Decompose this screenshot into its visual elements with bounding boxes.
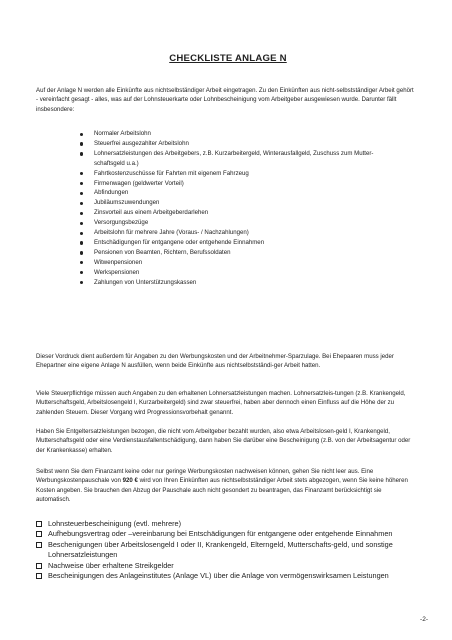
checkbox-icon[interactable] — [36, 531, 42, 537]
list-item: Zahlungen von Unterstützungskassen — [80, 278, 400, 288]
list-item: Pensionen von Beamten, Richtern, Berufssoldaten — [80, 248, 400, 258]
document-checklist — [36, 519, 416, 581]
list-item: Firmenwagen (geldwerter Vorteil) — [80, 179, 400, 189]
list-item: Versorgungsbezüge — [80, 218, 400, 228]
list-item: Werkspensionen — [80, 268, 400, 278]
checklist-item-label: Lohnsteuerbescheinigung (evtl. mehrere) — [48, 519, 182, 528]
checklist-item-label: Nachweise über erhaltene Streikgelder — [48, 560, 174, 570]
checklist-item-label: Beschenigungen über Arbeitslosengeld I oder II, Krankengeld, Elterngeld, Mutterschafts-geld, und sonstige Lohnersatzleistungen — [48, 539, 393, 560]
paragraph-werbungskosten: Dieser Vordruck dient außerdem für Angaben zu den Werbungskosten und der Arbeitnehmer-Sparzulage. Bei Ehepaaren muss jeder Ehepartner eine eigene Anlage N ausfüllen, wenn beide Einkünfte aus nichtselbstständi-ger Arbeit hatten. — [36, 353, 394, 370]
page-number: -2- — [420, 616, 428, 623]
list-item: Entschädigungen für entgangene oder entgehende Einnahmen — [80, 238, 400, 248]
checkbox-icon[interactable] — [36, 563, 42, 569]
pauschale-text-end: wird von Ihren Einkünften aus nichtselbstständiger Arbeit stets abgezogen, wenn Sie keine höheren Kosten angeben. Sie brauchen den Abzug der Pauschale auch nicht gesondert zu beantragen, das Finanzamt berücksichtigt sie automatisch. — [36, 477, 408, 503]
list-item: Jubiläumszuwendungen — [80, 198, 400, 208]
paragraph-lohnersatz: Viele Steuerpflichtige müssen auch Angaben zu den erhaltenen Lohnersatzleistungen machen. Lohnersatzleis-tungen (z.B. Krankengeld, Mutterschaftsgeld, Arbeitslosengeld I, Kurzarbeitergeld) sind zwar steuerfrei, haben aber dennoch einen Einfluss auf die Höhe der zu zahlenden Steuern. Dieser Vorgang wird Progressionsvorbehalt genannt. — [36, 390, 406, 416]
checklist-item — [36, 571, 416, 581]
list-item: Zinsvorteil aus einem Arbeitgeberdarlehen — [80, 208, 400, 218]
checklist-item — [36, 519, 416, 529]
income-types-list — [80, 129, 400, 288]
pauschale-text-start: Selbst wenn Sie dem Finanzamt keine oder nur geringe Werbungskosten nachweisen können, gehen Sie nicht leer aus. Eine Werbungskostenpauschale von — [36, 468, 374, 485]
paragraph-entgeltersatz: Haben Sie Entgeltersatzleistungen bezogen, die nicht vom Arbeitgeber bezahlt wurden, also etwa Arbeitslosen-geld I, Krankengeld, Mutterschaftsgeld oder eine Verdienstausfallentschädigung, dann haben Sie darüber eine Bescheinigung (z.B. von der Arbeitsagentur oder der Krankenkasse) erhalten. — [36, 428, 411, 454]
checklist-item — [36, 529, 416, 539]
list-item: Steuerfrei ausgezahlter Arbeitslohn — [80, 139, 400, 149]
list-item: Witwenpensionen — [80, 258, 400, 268]
checklist-item-label: Aufhebungsvertrag oder –vereinbarung bei Entschädigungen für entgangene oder entgehende Einnahmen — [48, 529, 393, 539]
list-item: Abfindungen — [80, 188, 400, 198]
list-item: Fahrtkostenzuschüsse für Fahrten mit eigenem Fahrzeug — [80, 169, 400, 179]
checklist-item-label: Bescheinigungen des Anlageinstitutes (Anlage VL) über die Anlage von vermögenswirksamen Leistungen — [48, 571, 389, 581]
checklist-item — [36, 561, 416, 571]
intro-paragraph: Auf der Anlage N werden alle Einkünfte aus nichtselbständiger Arbeit eingetragen. Zu den Einkünften aus nicht-selbstständiger Arbeit gehört - vereinfacht gesagt - alles, was auf der Lohnsteuerkarte oder Lohnbescheinigung vom Arbeitgeber ausgewiesen wurde. Darunter fällt insbesondere: — [36, 87, 414, 113]
pauschale-amount: 920 € — [122, 477, 138, 485]
paragraph-pauschale — [36, 467, 414, 504]
list-item: Arbeitslohn für mehrere Jahre (Voraus- / Nachzahlungen) — [80, 228, 400, 238]
checklist-item — [36, 540, 416, 561]
list-item: Normaler Arbeitslohn — [80, 129, 400, 139]
checkbox-icon[interactable] — [36, 542, 42, 548]
page-title: CHECKLISTE ANLAGE N — [169, 53, 287, 64]
list-item: Lohnersatzleistungen des Arbeitgebers, z.B. Kurzarbeitergeld, Winterausfallgeld, Zuschuss zum Mutter-schaftsgeld u.a.) — [80, 149, 400, 169]
checkbox-icon[interactable] — [36, 573, 42, 579]
checkbox-icon[interactable] — [36, 521, 42, 527]
